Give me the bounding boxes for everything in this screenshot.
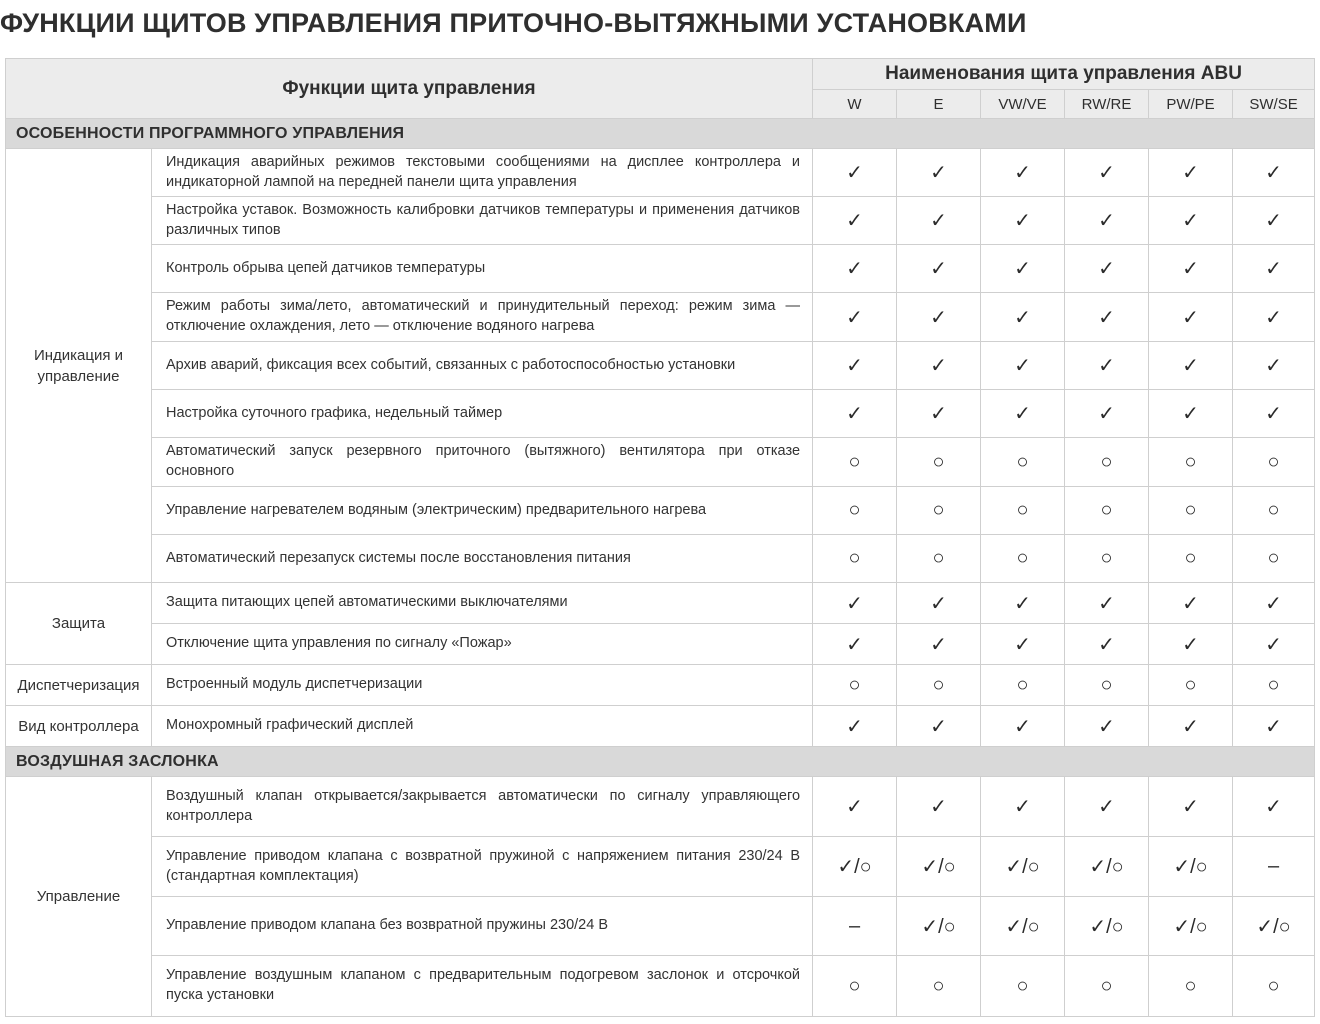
table-row (6, 438, 1315, 487)
section-title: ВОЗДУШНАЯ ЗАСЛОНКА (6, 747, 1315, 777)
table-row (6, 956, 1315, 1017)
check-or-circle-icon: ✓/○ (1065, 837, 1149, 897)
check-icon: ✓ (1065, 342, 1149, 390)
function-text: Настройка уставок. Возможность калибровки датчиков температуры и применения датчиков различных типов (152, 197, 813, 245)
check-icon: ✓ (981, 245, 1065, 293)
check-or-circle-icon: ✓/○ (981, 897, 1065, 956)
check-icon: ✓ (897, 583, 981, 624)
check-icon: ✓ (981, 390, 1065, 438)
check-icon: ✓ (897, 624, 981, 665)
check-icon: ✓ (813, 342, 897, 390)
check-icon: ✓ (1065, 149, 1149, 197)
check-icon: ✓ (897, 390, 981, 438)
check-or-circle-icon: ✓/○ (813, 837, 897, 897)
circle-icon: ○ (813, 438, 897, 487)
function-text: Воздушный клапан открывается/закрывается автоматически по сигналу управляющего контроллера (152, 777, 813, 837)
check-icon: ✓ (1233, 583, 1315, 624)
circle-icon: ○ (981, 438, 1065, 487)
check-icon: ✓ (813, 149, 897, 197)
table-row (6, 342, 1315, 390)
function-text: Автоматический запуск резервного приточного (вытяжного) вентилятора при отказе основного (152, 438, 813, 487)
group-label: Вид контроллера (6, 706, 152, 747)
group-label: Защита (6, 583, 152, 665)
check-icon: ✓ (1149, 149, 1233, 197)
dash-icon: – (1233, 837, 1315, 897)
functions-table (5, 58, 1315, 1017)
model-header-vw-ve: VW/VE (981, 90, 1065, 119)
table-row (6, 390, 1315, 438)
circle-icon: ○ (981, 487, 1065, 535)
function-text: Архив аварий, фиксация всех событий, связанных с работоспособностью установки (152, 342, 813, 390)
check-or-circle-icon: ✓/○ (1149, 897, 1233, 956)
model-header-rw-re: RW/RE (1065, 90, 1149, 119)
group-label: Индикация и управление (6, 149, 152, 583)
check-icon: ✓ (813, 197, 897, 245)
dash-icon: – (813, 897, 897, 956)
check-icon: ✓ (813, 293, 897, 342)
section-title: ОСОБЕННОСТИ ПРОГРАММНОГО УПРАВЛЕНИЯ (6, 119, 1315, 149)
group-label: Диспетчеризация (6, 665, 152, 706)
circle-icon: ○ (1065, 535, 1149, 583)
circle-icon: ○ (1065, 665, 1149, 706)
check-icon: ✓ (897, 245, 981, 293)
model-header-w: W (813, 90, 897, 119)
check-icon: ✓ (1149, 583, 1233, 624)
check-icon: ✓ (813, 245, 897, 293)
function-text: Встроенный модуль диспетчеризации (152, 665, 813, 706)
check-icon: ✓ (981, 149, 1065, 197)
circle-icon: ○ (981, 535, 1065, 583)
circle-icon: ○ (1149, 438, 1233, 487)
table-row (6, 583, 1315, 624)
function-text: Автоматический перезапуск системы после восстановления питания (152, 535, 813, 583)
header-names: Наименования щита управления ABU (813, 59, 1315, 90)
check-icon: ✓ (897, 293, 981, 342)
check-icon: ✓ (813, 583, 897, 624)
function-text: Управление нагревателем водяным (электрическим) предварительного нагрева (152, 487, 813, 535)
check-icon: ✓ (897, 777, 981, 837)
circle-icon: ○ (1149, 535, 1233, 583)
check-icon: ✓ (1149, 706, 1233, 747)
table-row (6, 487, 1315, 535)
circle-icon: ○ (981, 956, 1065, 1017)
table-row (6, 777, 1315, 837)
check-icon: ✓ (813, 624, 897, 665)
check-icon: ✓ (1065, 197, 1149, 245)
check-icon: ✓ (981, 197, 1065, 245)
function-text: Управление приводом клапана без возвратной пружины 230/24 В (152, 897, 813, 956)
table-row (6, 535, 1315, 583)
model-header-pw-pe: PW/PE (1149, 90, 1233, 119)
table-row (6, 293, 1315, 342)
table-row (6, 665, 1315, 706)
circle-icon: ○ (897, 956, 981, 1017)
circle-icon: ○ (1149, 956, 1233, 1017)
function-text: Настройка суточного графика, недельный таймер (152, 390, 813, 438)
table-row (6, 624, 1315, 665)
table-row (6, 706, 1315, 747)
circle-icon: ○ (897, 438, 981, 487)
table-row (6, 149, 1315, 197)
check-icon: ✓ (1233, 293, 1315, 342)
header-functions: Функции щита управления (6, 59, 813, 119)
check-icon: ✓ (813, 390, 897, 438)
check-icon: ✓ (1233, 245, 1315, 293)
circle-icon: ○ (897, 665, 981, 706)
check-icon: ✓ (1149, 342, 1233, 390)
check-icon: ✓ (1233, 149, 1315, 197)
page-title: ФУНКЦИИ ЩИТОВ УПРАВЛЕНИЯ ПРИТОЧНО-ВЫТЯЖНЫМИ УСТАНОВКАМИ (0, 8, 1027, 38)
check-icon: ✓ (1233, 624, 1315, 665)
circle-icon: ○ (813, 487, 897, 535)
check-or-circle-icon: ✓/○ (897, 837, 981, 897)
check-icon: ✓ (1149, 293, 1233, 342)
check-icon: ✓ (1149, 777, 1233, 837)
table-row (6, 197, 1315, 245)
check-icon: ✓ (981, 706, 1065, 747)
check-icon: ✓ (981, 583, 1065, 624)
model-header-e: E (897, 90, 981, 119)
table-row (6, 897, 1315, 956)
circle-icon: ○ (1233, 438, 1315, 487)
circle-icon: ○ (1233, 487, 1315, 535)
function-text: Монохромный графический дисплей (152, 706, 813, 747)
check-icon: ✓ (897, 342, 981, 390)
function-text: Управление приводом клапана с возвратной пружиной с напряжением питания 230/24 В (стандартная комплектация) (152, 837, 813, 897)
function-text: Защита питающих цепей автоматическими выключателями (152, 583, 813, 624)
model-header-sw-se: SW/SE (1233, 90, 1315, 119)
circle-icon: ○ (897, 487, 981, 535)
circle-icon: ○ (1065, 956, 1149, 1017)
check-icon: ✓ (1233, 706, 1315, 747)
check-icon: ✓ (1149, 197, 1233, 245)
circle-icon: ○ (1233, 535, 1315, 583)
check-icon: ✓ (897, 149, 981, 197)
check-icon: ✓ (813, 777, 897, 837)
check-icon: ✓ (1233, 777, 1315, 837)
circle-icon: ○ (897, 535, 981, 583)
check-icon: ✓ (981, 624, 1065, 665)
circle-icon: ○ (1233, 956, 1315, 1017)
check-icon: ✓ (1065, 583, 1149, 624)
check-icon: ✓ (1233, 342, 1315, 390)
check-icon: ✓ (1149, 390, 1233, 438)
check-icon: ✓ (1149, 624, 1233, 665)
check-icon: ✓ (897, 197, 981, 245)
check-icon: ✓ (897, 706, 981, 747)
group-label: Управление (6, 777, 152, 1017)
check-icon: ✓ (1065, 777, 1149, 837)
check-icon: ✓ (1233, 390, 1315, 438)
check-or-circle-icon: ✓/○ (1149, 837, 1233, 897)
circle-icon: ○ (813, 535, 897, 583)
check-or-circle-icon: ✓/○ (897, 897, 981, 956)
check-icon: ✓ (981, 777, 1065, 837)
function-text: Управление воздушным клапаном с предварительным подогревом заслонок и отсрочкой пуска установки (152, 956, 813, 1017)
circle-icon: ○ (1065, 487, 1149, 535)
check-or-circle-icon: ✓/○ (981, 837, 1065, 897)
check-icon: ✓ (981, 293, 1065, 342)
circle-icon: ○ (1149, 487, 1233, 535)
function-text: Режим работы зима/лето, автоматический и принудительный переход: режим зима — отключение охлаждения, лето — отключение водяного нагрева (152, 293, 813, 342)
check-icon: ✓ (813, 706, 897, 747)
check-icon: ✓ (1065, 706, 1149, 747)
circle-icon: ○ (1149, 665, 1233, 706)
circle-icon: ○ (1065, 438, 1149, 487)
circle-icon: ○ (813, 956, 897, 1017)
table-row (6, 837, 1315, 897)
circle-icon: ○ (1233, 665, 1315, 706)
check-icon: ✓ (981, 342, 1065, 390)
check-or-circle-icon: ✓/○ (1233, 897, 1315, 956)
check-icon: ✓ (1065, 293, 1149, 342)
check-icon: ✓ (1233, 197, 1315, 245)
circle-icon: ○ (981, 665, 1065, 706)
function-text: Отключение щита управления по сигналу «Пожар» (152, 624, 813, 665)
check-icon: ✓ (1065, 390, 1149, 438)
table-row (6, 245, 1315, 293)
circle-icon: ○ (813, 665, 897, 706)
function-text: Индикация аварийных режимов текстовыми сообщениями на дисплее контроллера и индикаторной лампой на передней панели щита управления (152, 149, 813, 197)
check-icon: ✓ (1065, 624, 1149, 665)
check-icon: ✓ (1065, 245, 1149, 293)
check-icon: ✓ (1149, 245, 1233, 293)
check-or-circle-icon: ✓/○ (1065, 897, 1149, 956)
function-text: Контроль обрыва цепей датчиков температуры (152, 245, 813, 293)
table-body (6, 119, 1315, 1017)
